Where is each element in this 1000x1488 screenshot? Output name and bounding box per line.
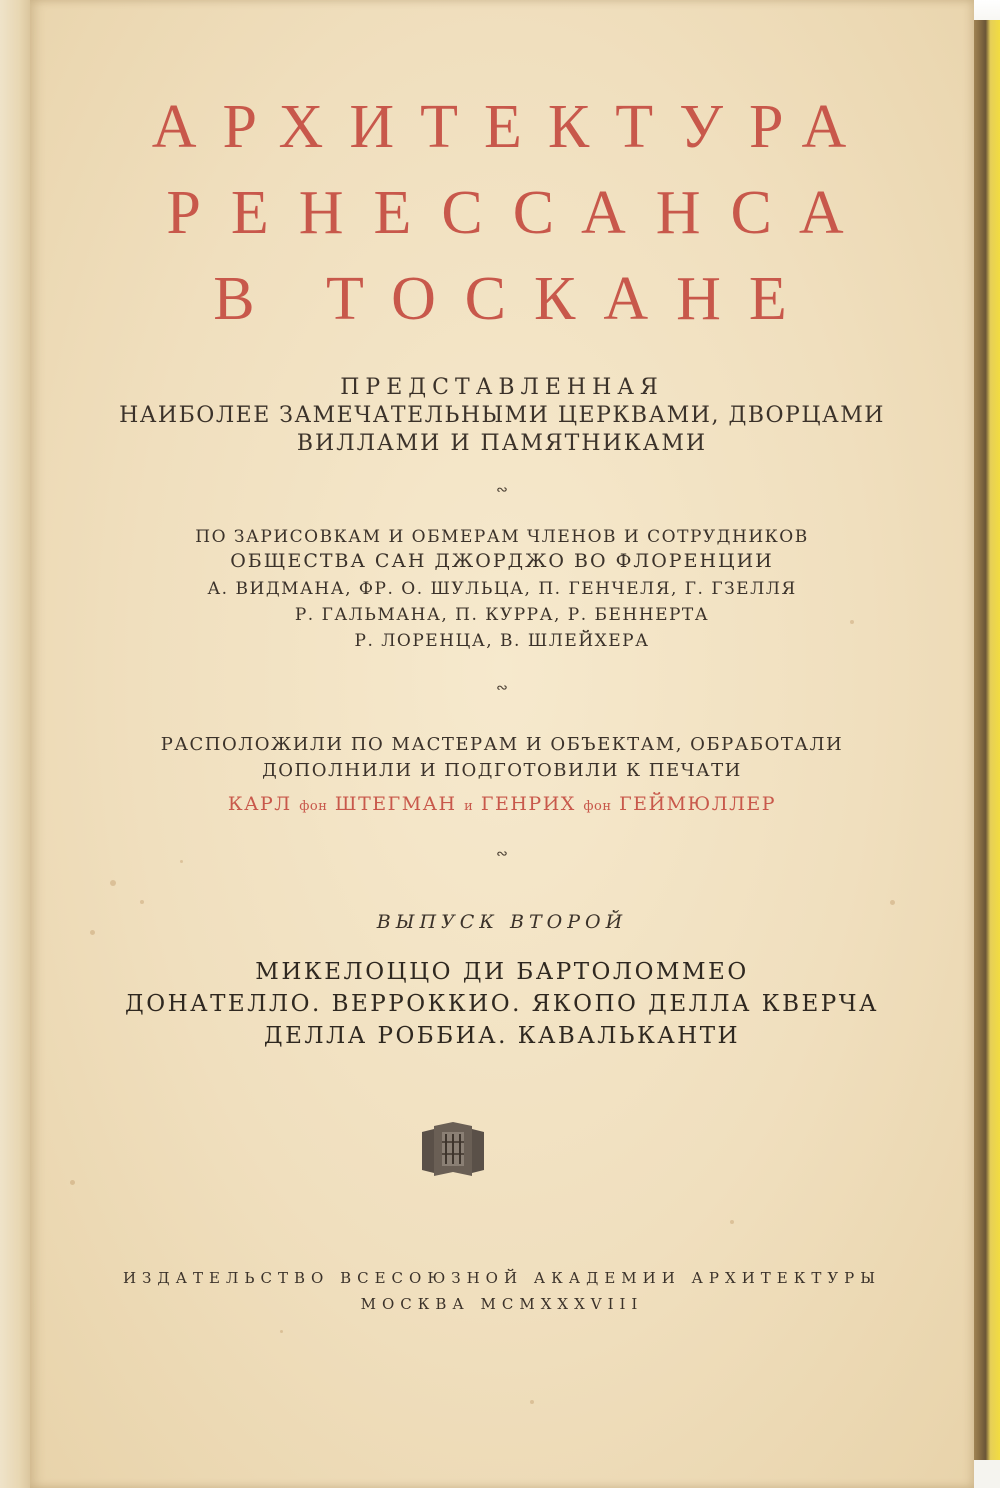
masters-line-2: ДОНАТЕЛЛО. ВЕРРОККИО. ЯКОПО ДЕЛЛА КВЕРЧА [125, 991, 879, 1017]
city-year-line: МОСКВА MCMXXXVIII [360, 1295, 644, 1313]
credits-line-2: ОБЩЕСТВА САН ДЖОРДЖО ВО ФЛОРЕНЦИИ [230, 550, 774, 572]
arranged-line-2: ДОПОЛНИЛИ И ПОДГОТОВИЛИ К ПЕЧАТИ [262, 760, 742, 781]
subtitle-line-3: ВИЛЛАМИ И ПАМЯТНИКАМИ [296, 431, 708, 456]
subtitle-line-1: ПРЕДСТАВЛЕННАЯ [340, 375, 664, 400]
arranged-line-1: РАСПОЛОЖИЛИ ПО МАСТЕРАМ И ОБЪЕКТАМ, ОБРАБОТАЛИ [160, 734, 844, 755]
credits-line-5: Р. ЛОРЕНЦА, В. ШЛЕЙХЕРА [354, 631, 650, 651]
editor-1-last-name: ШТЕГМАН [334, 793, 457, 815]
masters-line-1: МИКЕЛОЦЦО ДИ БАРТОЛОММЕО [255, 959, 749, 985]
credits-line-4: Р. ГАЛЬМАНА, П. КУРРА, Р. БЕННЕРТА [294, 605, 710, 625]
editor-1-first-name: КАРЛ [227, 793, 292, 815]
ornament-icon: ∾ [496, 846, 508, 862]
editor-1-von: фон [299, 799, 328, 814]
editors-line [30, 790, 974, 821]
masters-line-3: ДЕЛЛА РОББИА. КАВАЛЬКАНТИ [263, 1023, 741, 1049]
title-line-1: АРХИТЕКТУРА [151, 93, 873, 161]
credits-line-1: ПО ЗАРИСОВКАМ И ОБМЕРАМ ЧЛЕНОВ И СОТРУДНИКОВ [195, 527, 809, 547]
editor-2-von: фон [583, 799, 612, 814]
editor-2-last-name: ГЕЙМЮЛЛЕР [619, 793, 777, 815]
editors-and: и [464, 799, 474, 814]
publisher-emblem-icon [420, 1122, 486, 1178]
issue-label: ВЫПУСК ВТОРОЙ [376, 911, 628, 933]
ornament-icon: ∾ [496, 482, 508, 498]
publisher-line: ИЗДАТЕЛЬСТВО ВСЕСОЮЗНОЙ АКАДЕМИИ АРХИТЕКТУРЫ [122, 1269, 882, 1287]
title-line-3: В ТОСКАНЕ [213, 265, 815, 333]
editor-2-first-name: ГЕНРИХ [480, 793, 576, 815]
subtitle-line-2: НАИБОЛЕЕ ЗАМЕЧАТЕЛЬНЫМИ ЦЕРКВАМИ, ДВОРЦАМИ [119, 403, 885, 428]
ornament-icon: ∾ [496, 680, 508, 696]
title-line-2: РЕНЕССАНСА [166, 179, 874, 247]
left-page-edge [0, 0, 32, 1488]
credits-line-3: А. ВИДМАНА, ФР. О. ШУЛЬЦА, П. ГЕНЧЕЛЯ, Г. ГЗЕЛЛЯ [207, 579, 797, 599]
